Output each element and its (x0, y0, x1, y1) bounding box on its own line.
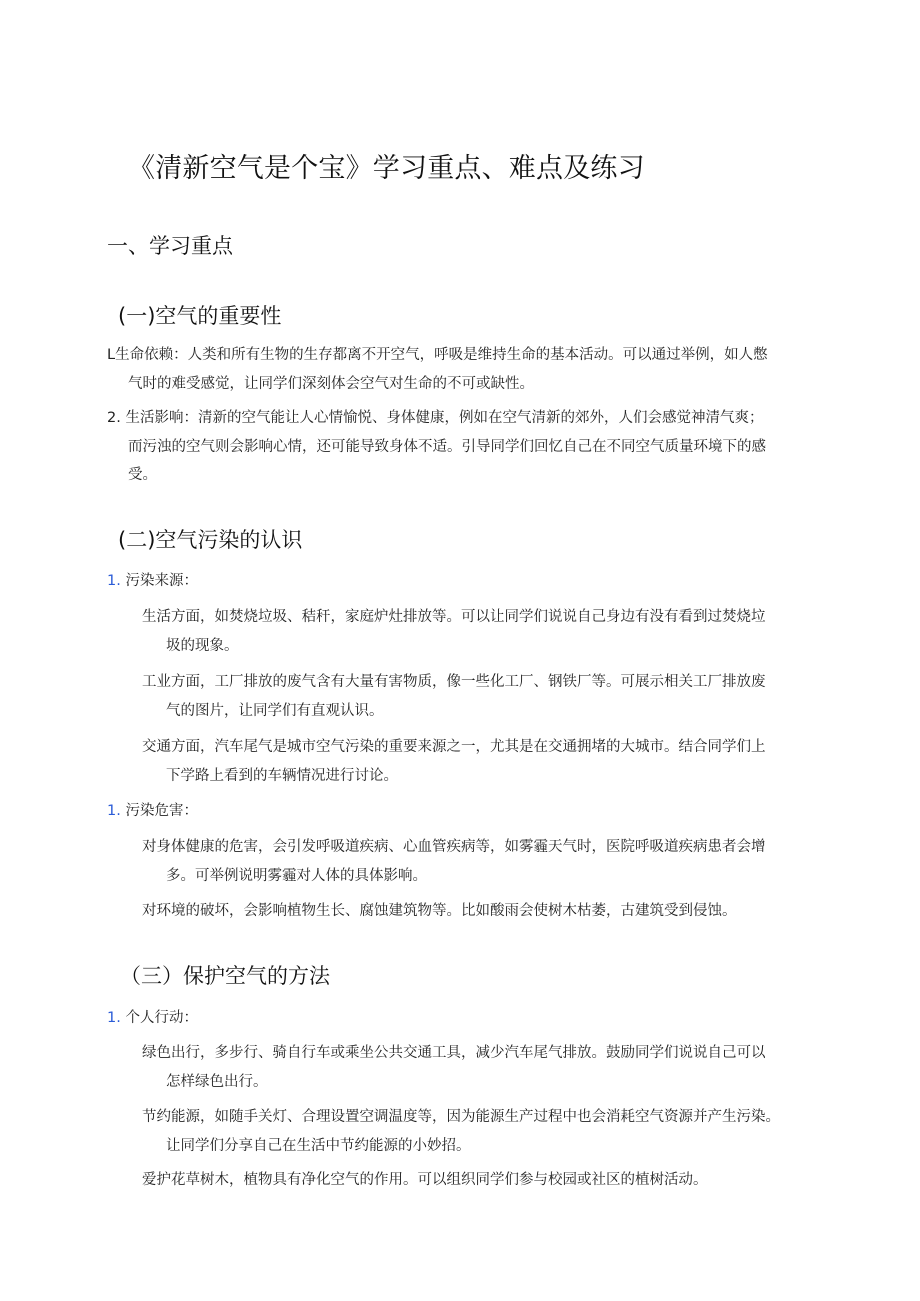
paragraph-line: 让同学们分享自己在生活中节约能源的小妙招。 (166, 1138, 471, 1154)
paragraph-line: 爱护花草树木，植物具有净化空气的作用。可以组织同学们参与校园或社区的植树活动。 (142, 1172, 708, 1188)
list-item-text: 生活影响：清新的空气能让人心情愉悦、身体健康，例如在空气清新的郊外，人们会感觉神清气爽； (120, 410, 764, 426)
paragraph-line: 气的图片，让同学们有直观认识。 (166, 703, 384, 719)
subsection-heading-importance: (一)空气的重要性 (118, 304, 282, 328)
list-item-continuation: 气时的难受感觉，让同学们深刻体会空气对生命的不可或缺性。 (128, 376, 534, 392)
list-item-continuation: 而污浊的空气则会影响心情，还可能导致身体不适。引导同学们回忆自己在不同空气质量环境下的感 (128, 439, 766, 455)
paragraph-line: 对身体健康的危害，会引发呼吸道疾病、心血管疾病等，如雾霾天气时，医院呼吸道疾病患者会增 (142, 839, 766, 855)
paragraph-line: 工业方面，工厂排放的废气含有大量有害物质，像一些化工厂、钢铁厂等。可展示相关工厂排放废 (142, 674, 766, 690)
page-title: 《清新空气是个宝》学习重点、难点及练习 (128, 153, 645, 184)
list-item (107, 404, 763, 433)
section-heading: 一、学习重点 (107, 234, 233, 258)
list-number: 1. (107, 573, 121, 589)
paragraph-line: 绿色出行，多步行、骑自行车或乘坐公共交通工具，减少汽车尾气排放。鼓励同学们说说自己可以 (142, 1045, 766, 1061)
list-item-label: 个人行动： (120, 1010, 198, 1026)
list-item-label: 污染危害： (120, 803, 198, 819)
list-number: 1. (107, 1010, 121, 1026)
list-number: L (107, 347, 116, 363)
list-number: 2. (107, 410, 121, 426)
paragraph-line: 对环境的破坏，会影响植物生长、腐蚀建筑物等。比如酸雨会使树木枯萎，古建筑受到侵蚀。 (142, 903, 737, 919)
list-item (107, 567, 198, 596)
list-number: 1. (107, 803, 121, 819)
paragraph-line: 多。可举例说明雾霾对人体的具体影响。 (166, 868, 427, 884)
list-item-continuation: 受。 (128, 467, 157, 483)
list-item (107, 1004, 198, 1033)
paragraph-line: 节约能源，如随手关灯、合理设置空调温度等，因为能源生产过程中也会消耗空气资源并产生污染。 (142, 1109, 780, 1125)
list-item (107, 341, 768, 370)
paragraph-line: 生活方面，如焚烧垃圾、秸秆，家庭炉灶排放等。可以让同学们说说自己身边有没有看到过焚烧垃 (142, 609, 766, 625)
paragraph-line: 交通方面，汽车尾气是城市空气污染的重要来源之一，尤其是在交通拥堵的大城市。结合同学们上 (142, 739, 766, 755)
paragraph-line: 圾的现象。 (166, 638, 239, 654)
paragraph-line: 怎样绿色出行。 (166, 1074, 268, 1090)
list-item-label: 污染来源： (120, 573, 198, 589)
list-item-text: 生命依赖：人类和所有生物的生存都离不开空气，呼吸是维持生命的基本活动。可以通过举例，如人憋 (115, 347, 768, 363)
paragraph-line: 下学路上看到的车辆情况进行讨论。 (166, 768, 398, 784)
subsection-heading-pollution: (二)空气污染的认识 (118, 528, 303, 552)
subsection-heading-protection: （三）保护空气的方法 (120, 964, 330, 988)
list-item (107, 797, 198, 826)
